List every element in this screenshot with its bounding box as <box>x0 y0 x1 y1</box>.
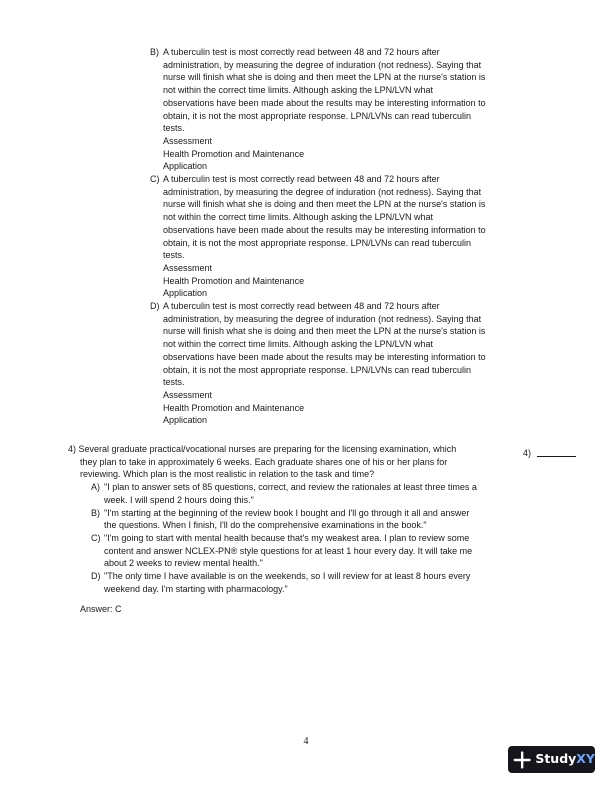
explanation-line: obtain, it is not the most appropriate response. LPN/LVNs can read tuberculin <box>163 110 472 121</box>
option-line: content and answer NCLEX-PN® style questions for at least 1 hour every day. It will take me <box>104 545 473 556</box>
category-label: Health Promotion and Maintenance <box>163 148 305 159</box>
explanation-line: nurse will finish what she is doing and then meet the LPN at the nurse's station is <box>163 72 486 83</box>
option-line: about 2 weeks to review mental health." <box>104 558 263 569</box>
studyxy-badge[interactable] <box>508 746 595 773</box>
option-label: D) <box>150 301 160 312</box>
category-label: Assessment <box>163 262 213 273</box>
option-label: B) <box>150 47 159 57</box>
explanation-block <box>150 46 525 427</box>
brand-name: Study <box>535 751 577 767</box>
option-label: D) <box>91 571 101 582</box>
option-line: "I plan to answer sets of 85 questions, correct, and review the rationales at least three times a <box>104 482 477 493</box>
option-d-explanation <box>150 300 525 427</box>
answer-options <box>68 481 508 595</box>
option-b[interactable] <box>91 507 508 532</box>
explanation-line: observations have been made about the results may be interesting information to <box>163 351 486 362</box>
category-label: Application <box>163 161 208 172</box>
brand-accent: XY <box>576 751 595 767</box>
option-line: the questions. When I finish, I'll do the comprehensive examinations in the book." <box>104 520 427 531</box>
explanation-line: nurse will finish what she is doing and then meet the LPN at the nurse's station is <box>163 326 486 337</box>
explanation-line: administration, by measuring the degree of induration (not redness). Saying that <box>163 59 482 70</box>
category-label: Application <box>163 415 208 426</box>
explanation-line: administration, by measuring the degree of induration (not redness). Saying that <box>163 313 482 324</box>
stem-line: they plan to take in approximately 6 weeks. Each graduate shares one of his or her plans for <box>80 456 448 467</box>
explanation-line: A tuberculin test is most correctly read between 48 and 72 hours after <box>163 301 440 312</box>
option-label: C) <box>150 174 160 185</box>
option-label: B) <box>91 507 100 518</box>
stem-line: 4) Several graduate practical/vocational nurses are preparing for the licensing examination, which <box>68 444 457 454</box>
plus-icon <box>512 749 532 771</box>
explanation-line: not within the correct time limits. Although asking the LPN/LVN what <box>163 212 433 223</box>
category-label: Assessment <box>163 135 213 146</box>
explanation-line: obtain, it is not the most appropriate response. LPN/LVNs can read tuberculin <box>163 237 472 248</box>
option-label: A) <box>91 482 100 493</box>
question-4 <box>68 443 508 616</box>
category-label: Application <box>163 288 208 299</box>
option-line: "I'm going to start with mental health because that's my weakest area. I plan to review some <box>104 532 470 543</box>
option-b-explanation <box>150 46 525 173</box>
page-number: 4 <box>303 736 309 747</box>
stem-line: reviewing. Which plan is the most realistic in relation to the task and time? <box>80 469 375 480</box>
explanation-line: A tuberculin test is most correctly read between 48 and 72 hours after <box>163 174 440 185</box>
option-d[interactable] <box>91 570 508 595</box>
option-line: "The only time I have available is on the weekends, so I will review for at least 8 hours every <box>104 571 471 582</box>
option-line: "I'm starting at the beginning of the review book I bought and I'll go through it all and answer <box>104 507 470 518</box>
option-line: weekend day. I'm starting with pharmacology." <box>104 583 288 594</box>
option-label: C) <box>91 532 101 543</box>
question-stem <box>68 443 508 481</box>
explanation-line: A tuberculin test is most correctly read between 48 and 72 hours after <box>163 47 440 57</box>
explanation-line: obtain, it is not the most appropriate response. LPN/LVNs can read tuberculin <box>163 364 472 375</box>
option-line: week. I will spend 2 hours doing this." <box>104 494 254 505</box>
explanation-line: nurse will finish what she is doing and then meet the LPN at the nurse's station is <box>163 199 486 210</box>
explanation-line: tests. <box>163 250 185 261</box>
explanation-line: not within the correct time limits. Although asking the LPN/LVN what <box>163 339 433 350</box>
explanation-line: tests. <box>163 377 185 388</box>
answer-blank[interactable] <box>537 456 576 457</box>
answer-number: 4) <box>523 448 532 458</box>
category-label: Health Promotion and Maintenance <box>163 402 305 413</box>
explanation-line: observations have been made about the results may be interesting information to <box>163 97 486 108</box>
category-label: Health Promotion and Maintenance <box>163 275 305 286</box>
explanation-line: observations have been made about the results may be interesting information to <box>163 224 486 235</box>
explanation-line: not within the correct time limits. Although asking the LPN/LVN what <box>163 85 433 96</box>
category-label: Assessment <box>163 389 213 400</box>
explanation-line: administration, by measuring the degree of induration (not redness). Saying that <box>163 186 482 197</box>
option-c[interactable] <box>91 532 508 570</box>
explanation-line: tests. <box>163 123 185 134</box>
option-c-explanation <box>150 173 525 300</box>
option-a[interactable] <box>91 481 508 506</box>
answer-line: Answer: C <box>80 604 122 615</box>
